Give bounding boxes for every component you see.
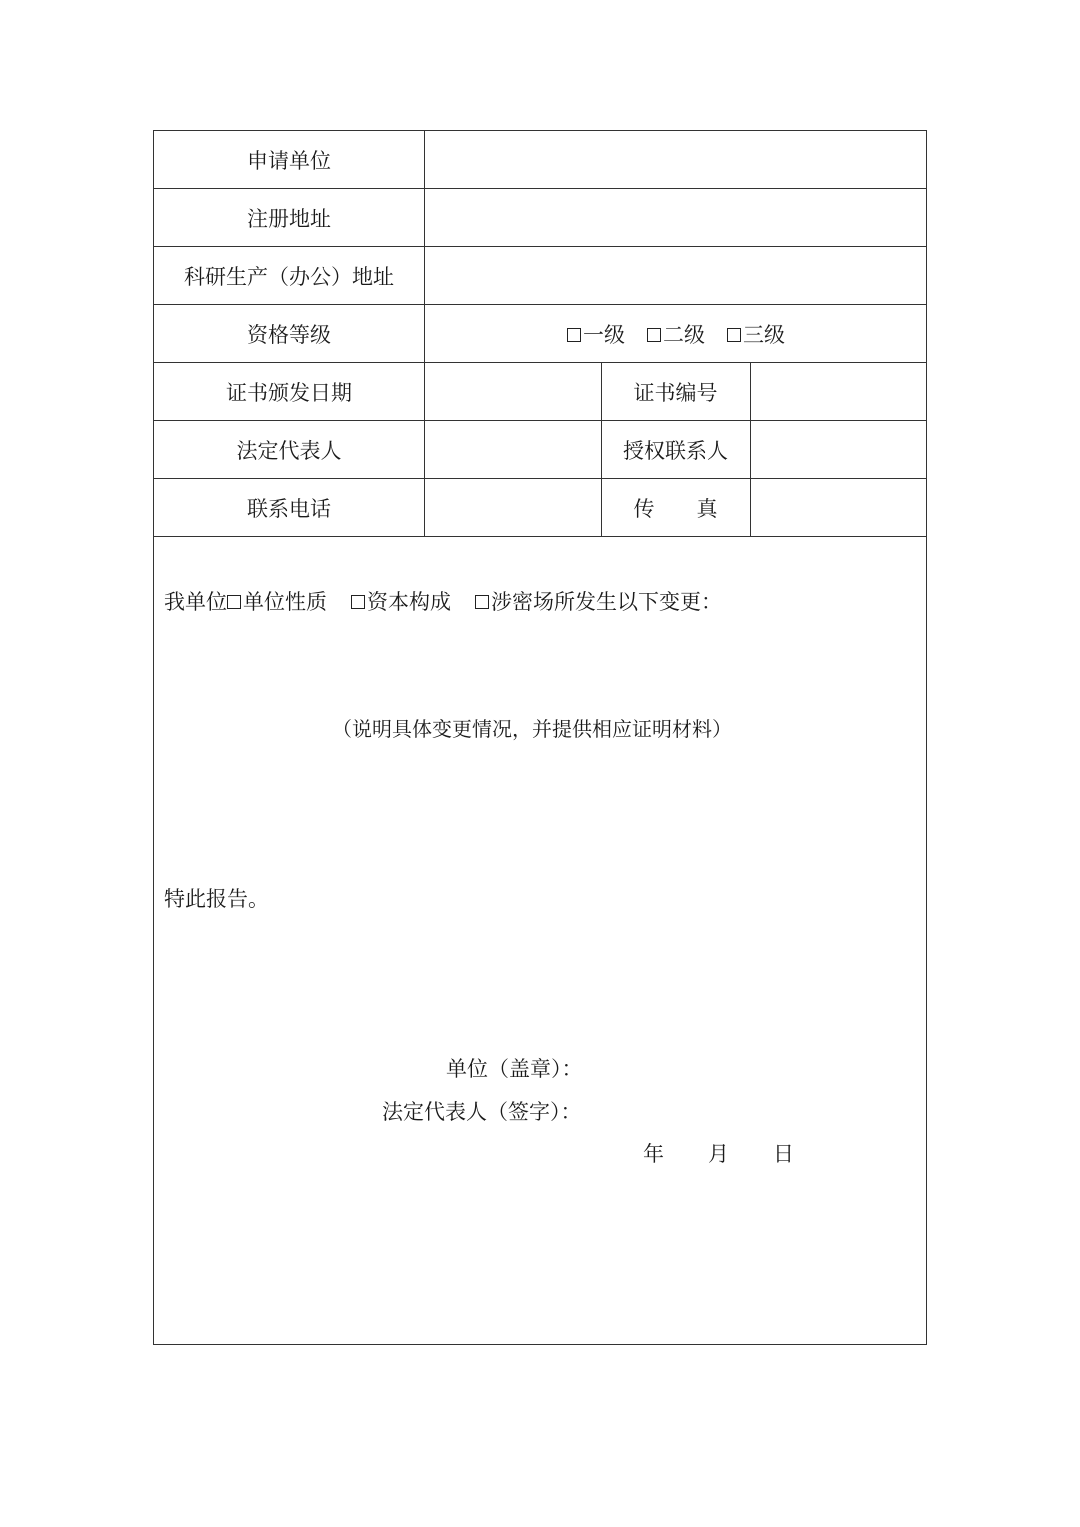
row-applicant xyxy=(154,131,926,189)
change-report-form xyxy=(153,130,927,1345)
level-option-2[interactable]: 二级 xyxy=(647,319,705,349)
qualification-level-label: 资格等级 xyxy=(247,322,331,347)
level-option-1[interactable]: 一级 xyxy=(567,319,625,349)
unit-seal-label: 单位（盖章）： xyxy=(446,1057,583,1081)
phone-label: 联系电话 xyxy=(247,496,331,521)
row-contact xyxy=(154,479,926,537)
change-option-capital[interactable]: 资本构成 xyxy=(351,586,451,616)
row-office-address xyxy=(154,247,926,305)
date-year: 年 xyxy=(643,1142,664,1166)
row-registered-address xyxy=(154,189,926,247)
cert-no-field[interactable] xyxy=(750,363,928,420)
office-address-label: 科研生产（办公）地址 xyxy=(184,264,394,289)
instruction-text: （说明具体变更情况，并提供相应证明材料） xyxy=(332,717,732,741)
row-qualification-level xyxy=(154,305,926,363)
qualification-level-options xyxy=(424,305,928,362)
checkbox-icon[interactable] xyxy=(727,328,741,342)
closing-text: 特此报告。 xyxy=(164,887,269,911)
fax-field[interactable] xyxy=(750,479,928,536)
date-day: 日 xyxy=(773,1142,794,1166)
change-statement: 我单位 单位性质 资本构成 涉密场所发生以下变更： xyxy=(164,586,722,616)
cert-date-field[interactable] xyxy=(424,363,601,420)
phone-field[interactable] xyxy=(424,479,601,536)
checkbox-icon[interactable] xyxy=(227,595,241,609)
checkbox-icon[interactable] xyxy=(475,595,489,609)
change-option-nature[interactable]: 单位性质 xyxy=(227,586,327,616)
office-address-field[interactable] xyxy=(424,247,928,304)
registered-address-label: 注册地址 xyxy=(247,206,331,231)
change-option-site[interactable]: 涉密场所发生以下变更： xyxy=(475,586,722,616)
checkbox-icon[interactable] xyxy=(647,328,661,342)
applicant-label: 申请单位 xyxy=(247,148,331,173)
cert-no-label: 证书编号 xyxy=(633,380,718,405)
legal-rep-label: 法定代表人 xyxy=(236,438,342,463)
row-certificate xyxy=(154,363,926,421)
row-representatives xyxy=(154,421,926,479)
registered-address-field[interactable] xyxy=(424,189,928,246)
checkbox-icon[interactable] xyxy=(351,595,365,609)
date-month: 月 xyxy=(708,1142,729,1166)
checkbox-icon[interactable] xyxy=(567,328,581,342)
auth-contact-field[interactable] xyxy=(750,421,928,478)
legal-rep-field[interactable] xyxy=(424,421,601,478)
fax-label: 传 真 xyxy=(633,496,718,521)
auth-contact-label: 授权联系人 xyxy=(623,438,728,463)
applicant-field[interactable] xyxy=(424,131,928,188)
legal-sign-label: 法定代表人（签字）： xyxy=(382,1100,582,1124)
cert-date-label: 证书颁发日期 xyxy=(226,380,352,405)
level-option-3[interactable]: 三级 xyxy=(727,319,785,349)
